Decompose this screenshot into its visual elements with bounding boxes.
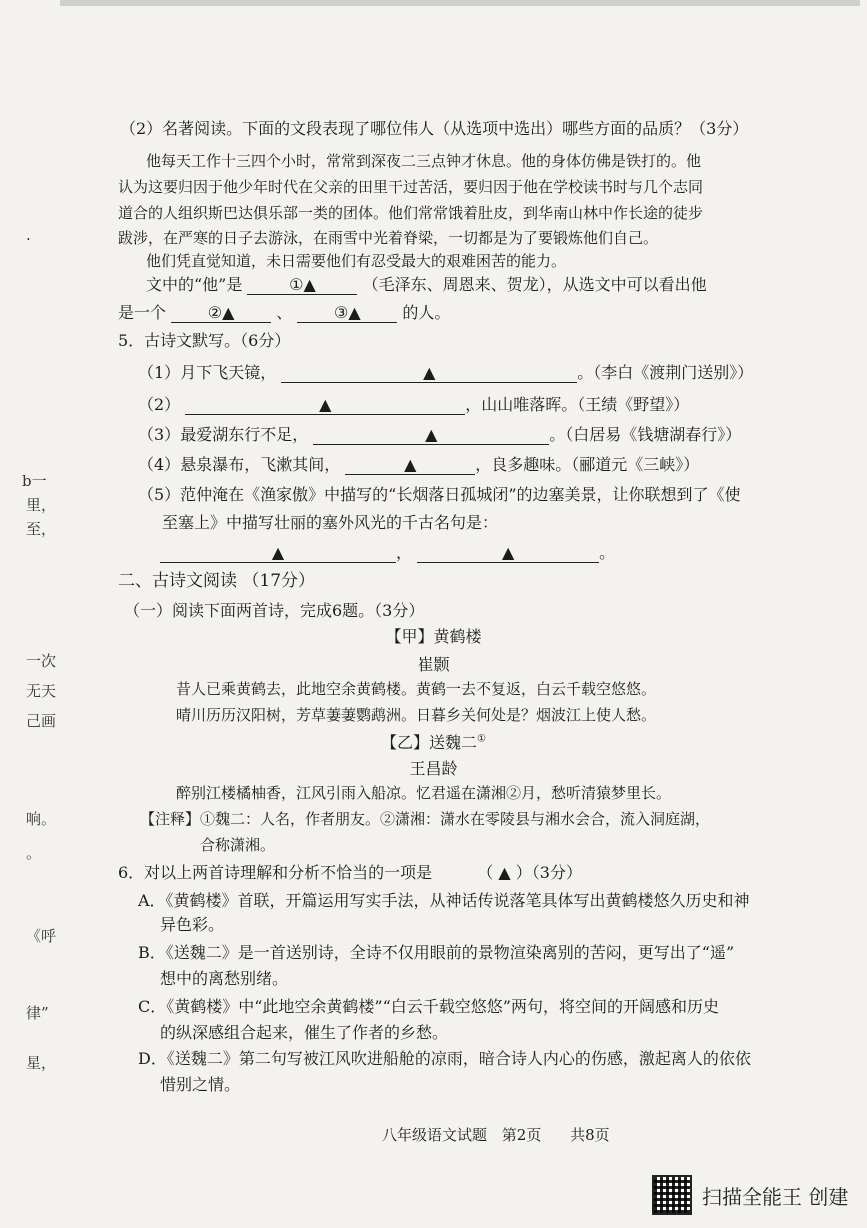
separator: ， <box>396 543 413 562</box>
item-prefix: 最爱湖东行不足， <box>180 425 309 444</box>
item-suffix: ，良多趣味。（郦道元《三峡》） <box>475 455 700 474</box>
poem-2-author: 王昌龄 <box>409 759 458 778</box>
poem-1-title: 【甲】黄鹤楼 <box>385 627 482 646</box>
edge-mark: · <box>26 230 31 248</box>
q5-item-2 <box>138 394 689 416</box>
q2-fill-suffix: 的人。 <box>402 303 451 322</box>
footer-total: 共8页 <box>570 1126 610 1144</box>
q5-item-5-blanks <box>160 542 615 564</box>
note-line: 【注释】①魏二：人名，作者朋友。②潇湘：潇水在零陵县与湘水会合，流入洞庭湖， <box>140 810 711 828</box>
q2-passage-line: 认为这要归因于他少年时代在父亲的田里干过苦活，要归因于他在学校读书时与几个志同 <box>118 178 704 196</box>
edge-text: 律” <box>26 1004 49 1022</box>
poem-answer-blank[interactable]: ▲ <box>185 396 465 415</box>
edge-text: b一 <box>22 472 47 490</box>
scanner-watermark <box>652 1175 848 1215</box>
poem-answer-blank[interactable]: ▲ <box>281 364 577 383</box>
q6-option-a-cont: 异色彩。 <box>160 915 225 934</box>
q2-passage-line: 他每天工作十三四个小时，常常到深夜二三点钟才休息。他的身体仿佛是铁打的。他 <box>146 152 702 170</box>
q5-item-4 <box>138 454 699 476</box>
q6-option-c-cont: 的纵深感组合起来，催生了作者的乡愁。 <box>160 1023 449 1042</box>
item-prefix: 月下飞天镜， <box>180 363 277 382</box>
poem-1-line: 昔人已乘黄鹤去，此地空余黄鹤楼。黄鹤一去不复返，白云千载空悠悠。 <box>176 680 657 698</box>
q2-fill-line-2 <box>118 302 450 324</box>
footer-title: 八年级语文试题 <box>382 1126 488 1144</box>
q6-stem-text: 6．对以上两首诗理解和分析不恰当的一项是 <box>118 863 433 882</box>
q2-fill-suffix: （毛泽东、周恩来、贺龙），从选文中可以看出他 <box>362 275 707 294</box>
footnote-marker: ① <box>477 733 486 745</box>
edge-text: 己画 <box>26 712 57 730</box>
q2-fill-prefix: 是一个 <box>118 303 167 322</box>
top-scan-edge <box>60 0 860 6</box>
edge-text: 至， <box>26 520 57 538</box>
edge-text: 。 <box>26 844 42 862</box>
q2-passage-line: 他们凭直觉知道，未日需要他们有忍受最大的艰难困苦的能力。 <box>146 252 567 270</box>
item-suffix: 。（白居易《钱塘湖春行》） <box>549 425 742 444</box>
item-suffix: ，山山唯落晖。（王绩《野望》） <box>465 395 690 414</box>
item-prefix: 悬泉瀑布，飞漱其间， <box>180 455 341 474</box>
note-line: 合称潇湘。 <box>200 836 276 854</box>
poem-2-line: 醉别江楼橘柚香，江风引雨入船凉。忆君遥在潇湘②月，愁听清猿梦里长。 <box>176 784 672 802</box>
answer-blank-3[interactable]: ③▲ <box>297 304 397 323</box>
poem-answer-blank[interactable]: ▲ <box>313 426 549 445</box>
q6-option-d-cont: 惜别之情。 <box>160 1075 241 1094</box>
qr-code-icon <box>652 1175 692 1215</box>
q5-heading: 5．古诗文默写。（6分） <box>118 331 291 350</box>
q5-item-5-line2: 至塞上》中描写壮丽的塞外风光的千古名句是： <box>162 513 499 532</box>
poem-answer-blank[interactable]: ▲ <box>345 456 475 475</box>
q6-stem <box>118 862 582 884</box>
poem-answer-blank[interactable]: ▲ <box>160 544 396 563</box>
edge-text: 里， <box>26 496 57 514</box>
q6-option-b: B．《送魏二》是一首送别诗，全诗不仅用眼前的景物渲染离别的苦闷，更写出了“遥” <box>138 943 735 962</box>
item-number: （1） <box>138 363 181 382</box>
q2-passage-line: 跋涉，在严寒的日子去游泳，在雨雪中光着脊梁，一切都是为了要锻炼他们自己。 <box>118 229 659 247</box>
page-footer <box>382 1124 610 1145</box>
q5-item-1 <box>138 362 753 384</box>
edge-text: 星， <box>26 1054 57 1072</box>
poem-1-author: 崔颢 <box>417 655 450 674</box>
q2-fill-prefix: 文中的“他”是 <box>146 275 243 294</box>
item-suffix: 。（李白《渡荆门送别》） <box>577 363 754 382</box>
q2-heading: （2）名著阅读。下面的文段表现了哪位伟人（从选项中选出）哪些方面的品质？（3分） <box>120 119 749 138</box>
edge-text: 响。 <box>26 810 57 828</box>
poem-1-line: 晴川历历汉阳树，芳草萋萋鹦鹉洲。日暮乡关何处是？烟波江上使人愁。 <box>176 706 657 724</box>
q6-answer-slot[interactable]: （ ▲ ）（3分） <box>477 863 582 882</box>
watermark-text: 扫描全能王 创建 <box>702 1184 849 1209</box>
q2-fill-line-1 <box>146 274 707 296</box>
q2-passage-line: 道合的人组织斯巴达俱乐部一类的团体。他们常常饿着肚皮，到华南山林中作长途的徒步 <box>118 204 704 222</box>
item-number: （4） <box>138 455 181 474</box>
edge-text: 无天 <box>26 682 57 700</box>
q6-option-b-cont: 想中的离愁别绪。 <box>160 969 289 988</box>
edge-text: 《呼 <box>26 927 57 945</box>
footer-page: 第2页 <box>501 1126 542 1144</box>
section-2-sub: （一）阅读下面两首诗，完成6题。（3分） <box>124 601 425 620</box>
separator: 、 <box>276 303 293 322</box>
poem-2-title <box>0 730 867 753</box>
edge-text: 一次 <box>26 652 57 670</box>
q6-option-a: A．《黄鹤楼》首联，开篇运用写实手法，从神话传说落笔具体写出黄鹤楼悠久历史和神 <box>138 891 750 910</box>
q6-option-c: C．《黄鹤楼》中“此地空余黄鹤楼”“白云千载空悠悠”两句，将空间的开阔感和历史 <box>138 997 719 1016</box>
item-number: （2） <box>138 395 181 414</box>
poem-2-title-text: 【乙】送魏二 <box>381 733 478 752</box>
q6-option-d: D．《送魏二》第二句写被江风吹进船舱的凉雨，暗合诗人内心的伤感，激起离人的依依 <box>138 1049 751 1068</box>
section-2-heading: 二、古诗文阅读 （17分） <box>118 571 316 591</box>
answer-blank-2[interactable]: ②▲ <box>171 304 271 323</box>
q5-item-3 <box>138 424 741 446</box>
item-number: （3） <box>138 425 181 444</box>
answer-blank-1[interactable]: ①▲ <box>247 276 357 295</box>
separator: 。 <box>599 543 616 562</box>
poem-answer-blank[interactable]: ▲ <box>417 544 599 563</box>
q5-item-5-line1: （5）范仲淹在《渔家傲》中描写的“长烟落日孤城闭”的边塞美景，让你联想到了《使 <box>138 485 741 504</box>
